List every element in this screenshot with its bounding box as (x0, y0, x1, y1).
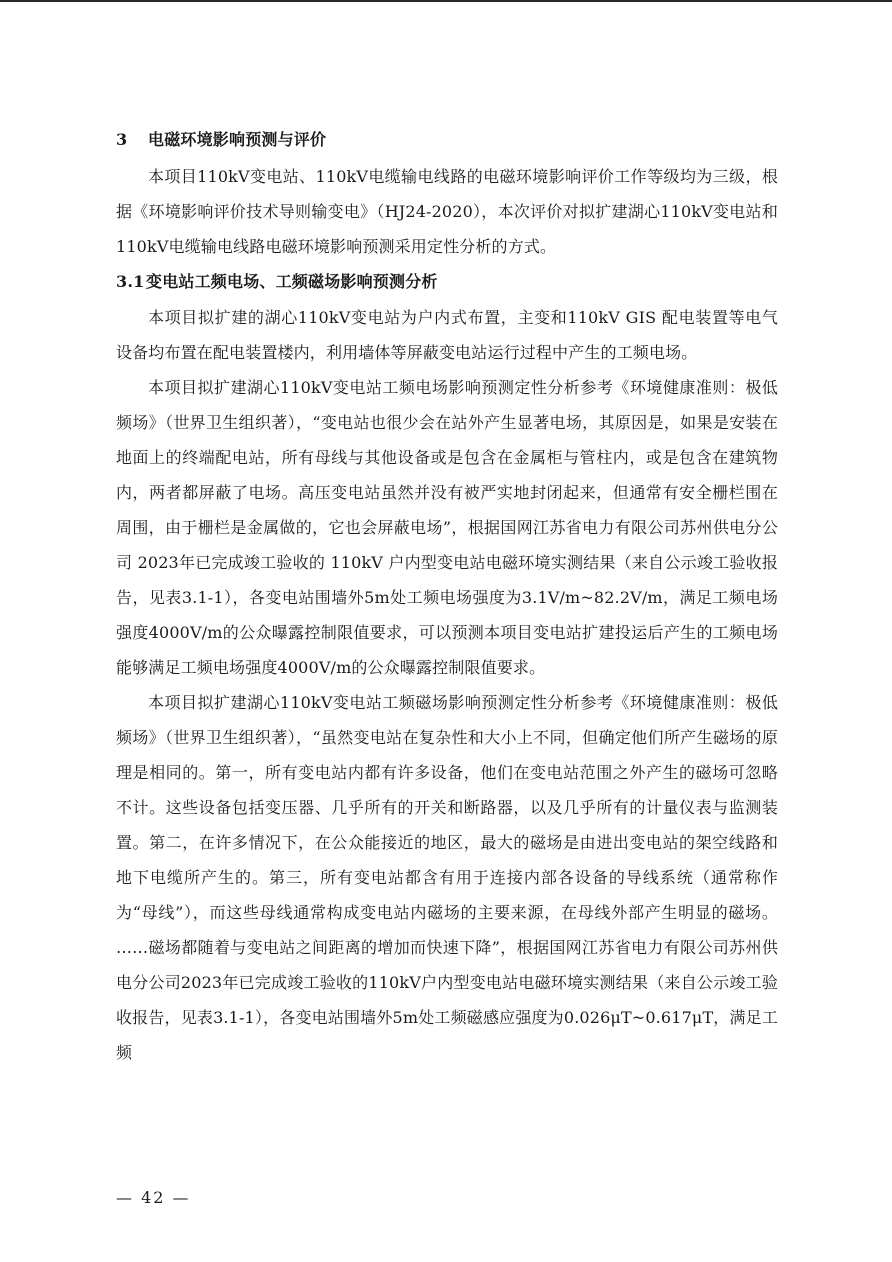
subsection-title: 变电站工频电场、工频磁场影响预测分析 (146, 272, 438, 291)
paragraph-magnetic-field-analysis: 本项目拟扩建湖心110kV变电站工频磁场影响预测定性分析参考《环境健康准则：极低频场》（世界卫生组织著），“虽然变电站在复杂性和大小上不同，但确定他们所产生磁场的原理是相同的。第一，所有变电站内都有许多设备，他们在变电站范围之外产生的磁场可忽略不计。这些设备包括变压器、几乎所有的开关和断路器，以及几乎所有的计量仪表与监测装置。第二，在许多情况下，在公众能接近的地区，最大的磁场是由进出变电站的架空线路和地下电缆所产生的。第三，所有变电站都含有用于连接内部各设备的导线系统（通常称作为“母线”），而这些母线通常构成变电站内磁场的主要来源，在母线外部产生明显的磁场。 ……磁场都随着与变电站之间距离的增加而快速下降”，根据国网江苏省电力有限公司苏州供电分公司2023年已完成竣工验收的110kV户内型变电站电磁环境实测结果（来自公示竣工验收报告，见表3.1-1），各变电站围墙外5m处工频磁感应强度为0.026μT~0.617μT，满足工频 (116, 693, 778, 1062)
subsection-number: 3.1 (116, 272, 145, 291)
section-heading (116, 126, 778, 154)
subsection-heading (116, 268, 778, 296)
section-number: 3 (116, 130, 128, 149)
page-number: — 42 — (116, 1188, 191, 1207)
paragraph-electric-field-analysis: 本项目拟扩建湖心110kV变电站工频电场影响预测定性分析参考《环境健康准则：极低频场》（世界卫生组织著），“变电站也很少会在站外产生显著电场，其原因是，如果是安装在地面上的终端配电站，所有母线与其他设备或是包含在金属柜与管柱内，或是包含在建筑物内，两者都屏蔽了电场。高压变电站虽然并没有被严实地封闭起来，但通常有安全栅栏围在周围，由于栅栏是金属做的，它也会屏蔽电场”，根据国网江苏省电力有限公司苏州供电分公司 2023年已完成竣工验收的 110kV 户内型变电站电磁环境实测结果（来自公示竣工验收报告，见表3.1-1），各变电站围墙外5m处工频电场强度为3.1V/m~82.2V/m，满足工频电场强度4000V/m的公众曝露控制限值要求，可以预测本项目变电站扩建投运后产生的工频电场能够满足工频电场强度4000V/m的公众曝露控制限值要求。 (116, 378, 778, 677)
intro-paragraph: 本项目110kV变电站、110kV电缆输电线路的电磁环境影响评价工作等级均为三级，根据《环境影响评价技术导则输变电》（HJ24-2020），本次评价对拟扩建湖心110kV变电站和110kV电缆输电线路电磁环境影响预测采用定性分析的方式。 (116, 167, 778, 256)
paragraph-indoor-layout: 本项目拟扩建的湖心110kV变电站为户内式布置，主变和110kV GIS 配电装置等电气设备均布置在配电装置楼内，利用墙体等屏蔽变电站运行过程中产生的工频电场。 (116, 308, 778, 362)
section-title: 电磁环境影响预测与评价 (148, 130, 327, 149)
page-body (116, 126, 778, 1070)
top-border-line (0, 0, 892, 2)
